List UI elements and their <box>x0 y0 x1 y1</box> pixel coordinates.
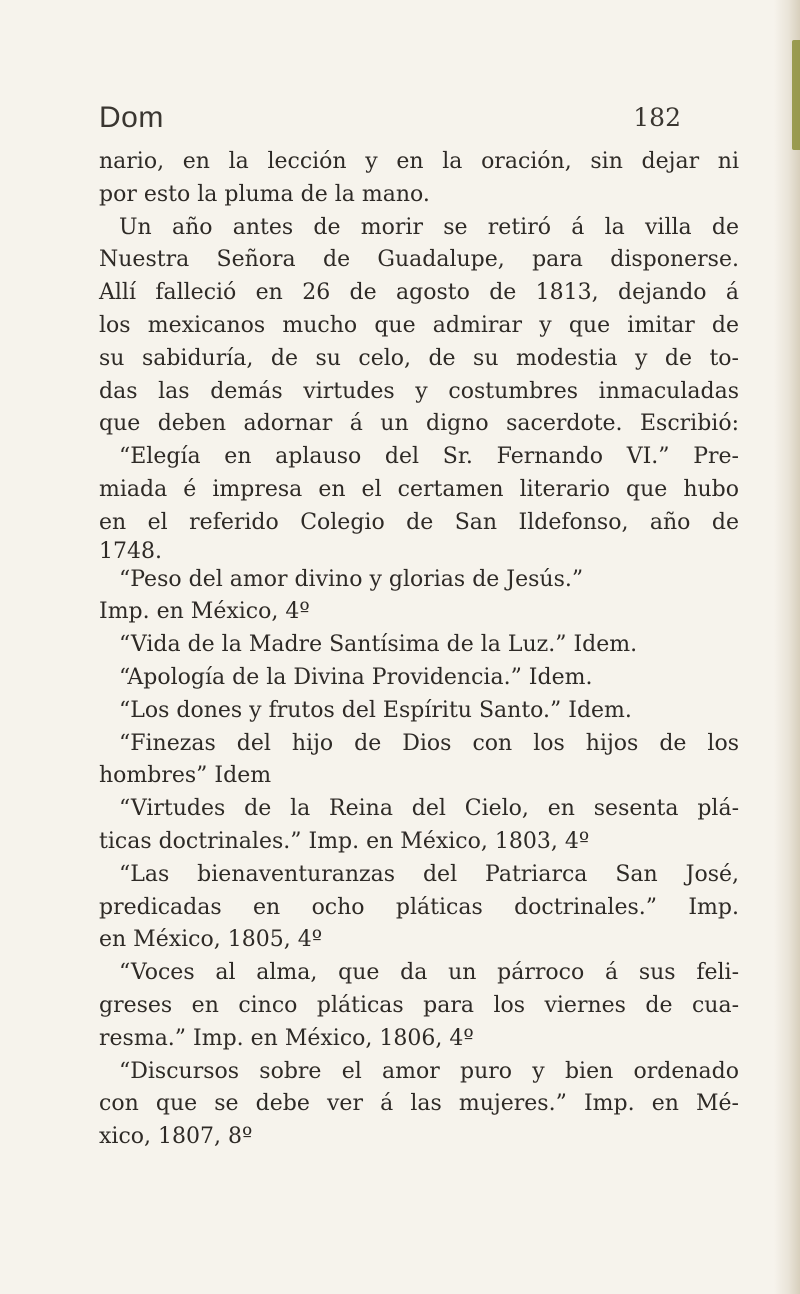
text-line: “Finezas del hijo de Dios con los hijos de los <box>119 730 739 756</box>
text-line: por esto la pluma de la mano. <box>99 181 430 207</box>
text-line: “Discursos sobre el amor puro y bien ordenado <box>119 1058 739 1084</box>
text-line: “Las bienaventuranzas del Patriarca San José, <box>119 861 739 887</box>
text-line: xico, 1807, 8º <box>99 1124 253 1150</box>
page-edge-shadow <box>774 0 800 1294</box>
text-line: “Los dones y frutos del Espíritu Santo.” Idem. <box>119 697 632 723</box>
text-line: greses en cinco pláticas para los viernes de cua- <box>99 992 739 1018</box>
running-head: Dom <box>99 101 164 134</box>
text-line: su sabiduría, de su celo, de su modestia y de to- <box>99 345 739 371</box>
body-text <box>99 146 739 1154</box>
page-header <box>99 101 681 141</box>
text-line: resma.” Imp. en México, 1806, 4º <box>99 1025 474 1051</box>
text-line: Allí falleció en 26 de agosto de 1813, dejando á <box>99 280 739 306</box>
text-line: en México, 1805, 4º <box>99 927 323 953</box>
text-line: que deben adornar á un digno sacerdote. Escribió: <box>99 411 739 437</box>
text-line: nario, en la lección y en la oración, sin dejar ni <box>99 149 739 174</box>
text-line: predicadas en ocho pláticas doctrinales.” Imp. <box>99 894 739 920</box>
text-line: “Voces al alma, que da un párroco á sus feli- <box>119 960 739 986</box>
text-line: hombres” Idem <box>99 763 272 789</box>
text-line: Nuestra Señora de Guadalupe, para disponerse. <box>99 247 739 273</box>
text-line: “Vida de la Madre Santísima de la Luz.” Idem. <box>119 632 638 658</box>
text-line: “Peso del amor divino y glorias de Jesús.” <box>119 566 584 592</box>
text-line: Imp. en México, 4º <box>99 599 310 625</box>
text-line: en el referido Colegio de San Ildefonso, año de <box>99 509 739 535</box>
text-line: los mexicanos mucho que admirar y que imitar de <box>99 312 739 338</box>
text-line: con que se debe ver á las mujeres.” Imp. en Mé- <box>99 1091 739 1117</box>
text-line: das las demás virtudes y costumbres inmaculadas <box>99 378 739 404</box>
text-line: “Virtudes de la Reina del Cielo, en sesenta plá- <box>119 796 739 822</box>
text-line: Un año antes de morir se retiró á la villa de <box>119 214 739 240</box>
text-line: “Elegía en aplauso del Sr. Fernando VI.” Pre- <box>119 444 739 470</box>
text-line: “Apología de la Divina Providencia.” Idem. <box>119 664 593 690</box>
text-line: miada é impresa en el certamen literario que hubo <box>99 476 739 502</box>
text-line: 1748. <box>99 538 162 564</box>
text-line: ticas doctrinales.” Imp. en México, 1803, 4º <box>99 828 590 854</box>
page-number: 182 <box>633 103 681 132</box>
page-edge-tab <box>792 40 800 150</box>
